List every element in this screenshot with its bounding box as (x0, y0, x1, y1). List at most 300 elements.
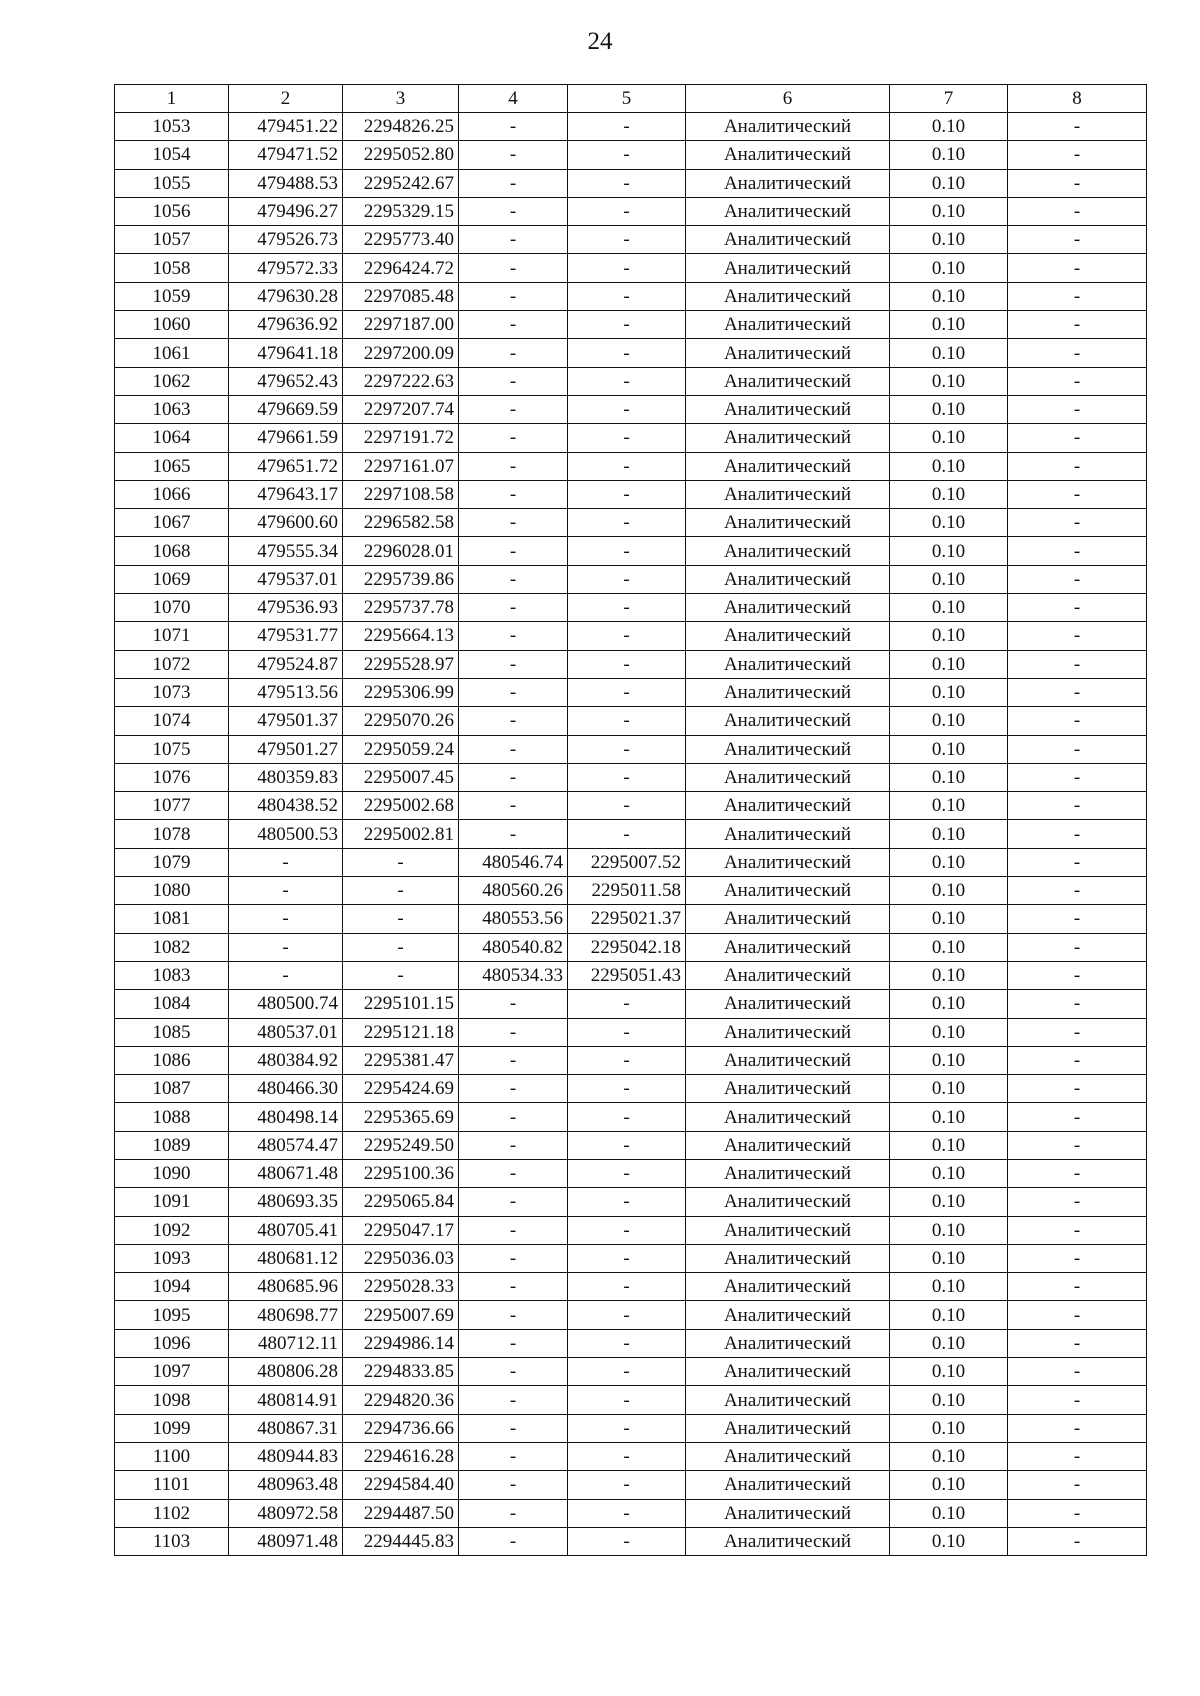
table-cell: 480963.48 (229, 1471, 343, 1499)
table-cell: 0.10 (890, 1131, 1008, 1159)
table-cell: 480438.52 (229, 792, 343, 820)
table-cell: 480705.41 (229, 1216, 343, 1244)
table-cell: 2295249.50 (343, 1131, 459, 1159)
table-cell: - (1008, 480, 1147, 508)
table-row (115, 254, 1147, 282)
table-cell: - (1008, 650, 1147, 678)
table-cell: 479451.22 (229, 113, 343, 141)
table-cell: 479641.18 (229, 339, 343, 367)
table-cell: - (1008, 1216, 1147, 1244)
table-row (115, 1527, 1147, 1555)
table-cell: 1070 (115, 594, 229, 622)
table-row (115, 650, 1147, 678)
table-cell: 1068 (115, 537, 229, 565)
table-cell: 2295739.86 (343, 565, 459, 593)
table-cell: - (1008, 961, 1147, 989)
table-cell: 479488.53 (229, 169, 343, 197)
table-cell: 1072 (115, 650, 229, 678)
table-cell: 1095 (115, 1301, 229, 1329)
table-cell: - (459, 707, 568, 735)
table-cell: - (459, 650, 568, 678)
table-cell: Аналитический (686, 1131, 890, 1159)
table-cell: 2297191.72 (343, 424, 459, 452)
table-cell: 479555.34 (229, 537, 343, 565)
table-cell: Аналитический (686, 113, 890, 141)
table-cell: - (459, 1527, 568, 1555)
table-cell: 1082 (115, 933, 229, 961)
table-cell: 479537.01 (229, 565, 343, 593)
table-cell: - (459, 311, 568, 339)
table-cell: - (459, 1499, 568, 1527)
table-cell: - (568, 169, 686, 197)
table-cell: 479636.92 (229, 311, 343, 339)
table-row (115, 1075, 1147, 1103)
table-cell: - (1008, 1414, 1147, 1442)
table-cell: 479643.17 (229, 480, 343, 508)
table-cell: - (568, 735, 686, 763)
table-cell: 0.10 (890, 1358, 1008, 1386)
table-cell: - (459, 226, 568, 254)
table-cell: Аналитический (686, 622, 890, 650)
table-cell: - (459, 1018, 568, 1046)
table-cell: 480540.82 (459, 933, 568, 961)
table-row (115, 1131, 1147, 1159)
table-cell: - (459, 735, 568, 763)
table-row (115, 141, 1147, 169)
table-cell: - (1008, 452, 1147, 480)
table-cell: - (568, 650, 686, 678)
table-cell: - (459, 1244, 568, 1272)
table-cell: 479652.43 (229, 367, 343, 395)
table-cell: 0.10 (890, 197, 1008, 225)
table-row (115, 480, 1147, 508)
table-cell: Аналитический (686, 594, 890, 622)
table-cell: - (1008, 424, 1147, 452)
table-cell: - (568, 1103, 686, 1131)
table-row (115, 1499, 1147, 1527)
table-row (115, 1301, 1147, 1329)
table-cell: 480712.11 (229, 1329, 343, 1357)
table-cell: 2295007.45 (343, 763, 459, 791)
table-cell: - (568, 1414, 686, 1442)
table-cell: 1086 (115, 1046, 229, 1074)
table-cell: 2294487.50 (343, 1499, 459, 1527)
table-row (115, 1244, 1147, 1272)
table-cell: - (1008, 1499, 1147, 1527)
table-cell: 0.10 (890, 735, 1008, 763)
table-row (115, 1386, 1147, 1414)
table-cell: 0.10 (890, 1188, 1008, 1216)
column-header: 5 (568, 85, 686, 113)
table-cell: - (1008, 1386, 1147, 1414)
table-cell: - (459, 282, 568, 310)
table-cell: - (568, 141, 686, 169)
table-row (115, 933, 1147, 961)
table-row (115, 622, 1147, 650)
table-cell: 2295100.36 (343, 1159, 459, 1187)
table-cell: 2296582.58 (343, 509, 459, 537)
table-cell: 480698.77 (229, 1301, 343, 1329)
table-cell: 1097 (115, 1358, 229, 1386)
table-cell: Аналитический (686, 1499, 890, 1527)
table-cell: 0.10 (890, 961, 1008, 989)
table-cell: 2296424.72 (343, 254, 459, 282)
table-cell: - (1008, 792, 1147, 820)
table-row (115, 1103, 1147, 1131)
table-cell: - (343, 877, 459, 905)
table-cell: - (568, 311, 686, 339)
column-header: 2 (229, 85, 343, 113)
table-cell: Аналитический (686, 763, 890, 791)
table-cell: - (1008, 339, 1147, 367)
table-cell: 0.10 (890, 1471, 1008, 1499)
table-row (115, 452, 1147, 480)
table-cell: Аналитический (686, 395, 890, 423)
table-cell: Аналитический (686, 961, 890, 989)
table-cell: - (459, 452, 568, 480)
table-cell: 0.10 (890, 1442, 1008, 1470)
table-cell: - (1008, 197, 1147, 225)
column-header: 7 (890, 85, 1008, 113)
table-cell: - (343, 933, 459, 961)
table-cell: 1060 (115, 311, 229, 339)
table-cell: 1092 (115, 1216, 229, 1244)
table-cell: 2295059.24 (343, 735, 459, 763)
table-cell: 2294584.40 (343, 1471, 459, 1499)
table-cell: 0.10 (890, 424, 1008, 452)
table-cell: 2295042.18 (568, 933, 686, 961)
table-cell: 480944.83 (229, 1442, 343, 1470)
table-cell: - (568, 820, 686, 848)
table-cell: 0.10 (890, 565, 1008, 593)
table-row (115, 848, 1147, 876)
table-cell: 2295242.67 (343, 169, 459, 197)
table-cell: 2295007.69 (343, 1301, 459, 1329)
table-cell: - (1008, 141, 1147, 169)
table-cell: - (1008, 678, 1147, 706)
coordinates-table (114, 84, 1147, 1556)
table-cell: 0.10 (890, 905, 1008, 933)
table-cell: - (568, 509, 686, 537)
table-cell: 0.10 (890, 1273, 1008, 1301)
table-cell: Аналитический (686, 226, 890, 254)
table-cell: 480574.47 (229, 1131, 343, 1159)
table-cell: - (568, 1358, 686, 1386)
table-cell: 0.10 (890, 678, 1008, 706)
table-cell: 0.10 (890, 1527, 1008, 1555)
table-cell: 1075 (115, 735, 229, 763)
table-cell: - (568, 254, 686, 282)
table-cell: Аналитический (686, 848, 890, 876)
table-cell: Аналитический (686, 1075, 890, 1103)
table-row (115, 1358, 1147, 1386)
table-cell: - (1008, 1103, 1147, 1131)
table-cell: - (459, 1131, 568, 1159)
table-cell: 480500.53 (229, 820, 343, 848)
table-cell: 480814.91 (229, 1386, 343, 1414)
table-cell: 2295065.84 (343, 1188, 459, 1216)
table-cell: 1078 (115, 820, 229, 848)
table-cell: - (459, 1414, 568, 1442)
table-cell: Аналитический (686, 141, 890, 169)
table-cell: 1076 (115, 763, 229, 791)
table-cell: 1094 (115, 1273, 229, 1301)
table-cell: - (459, 1075, 568, 1103)
table-cell: Аналитический (686, 565, 890, 593)
table-cell: 1053 (115, 113, 229, 141)
table-cell: 2297222.63 (343, 367, 459, 395)
table-body (115, 113, 1147, 1556)
table-cell: 480971.48 (229, 1527, 343, 1555)
table-cell: - (459, 1442, 568, 1470)
table-cell: - (459, 990, 568, 1018)
table-cell: 1077 (115, 792, 229, 820)
table-cell: - (1008, 509, 1147, 537)
table-cell: Аналитический (686, 282, 890, 310)
table-cell: - (459, 594, 568, 622)
table-cell: 2295424.69 (343, 1075, 459, 1103)
table-cell: - (1008, 622, 1147, 650)
table-cell: - (568, 1244, 686, 1272)
table-cell: 2297200.09 (343, 339, 459, 367)
table-cell: 1096 (115, 1329, 229, 1357)
table-cell: 0.10 (890, 311, 1008, 339)
table-cell: - (459, 197, 568, 225)
table-row (115, 763, 1147, 791)
table-cell: - (459, 480, 568, 508)
table-cell: - (459, 820, 568, 848)
table-cell: - (229, 877, 343, 905)
table-cell: 0.10 (890, 480, 1008, 508)
table-cell: - (459, 509, 568, 537)
table-row (115, 1414, 1147, 1442)
table-cell: - (568, 1499, 686, 1527)
table-cell: 1103 (115, 1527, 229, 1555)
table-cell: Аналитический (686, 1329, 890, 1357)
table-cell: - (1008, 1273, 1147, 1301)
table-cell: - (459, 678, 568, 706)
table-cell: 0.10 (890, 1301, 1008, 1329)
table-cell: 480553.56 (459, 905, 568, 933)
table-cell: 479669.59 (229, 395, 343, 423)
table-cell: - (459, 395, 568, 423)
table-cell: 0.10 (890, 990, 1008, 1018)
table-cell: - (229, 961, 343, 989)
table-cell: - (459, 565, 568, 593)
table-cell: 2294445.83 (343, 1527, 459, 1555)
table-cell: 2295528.97 (343, 650, 459, 678)
table-cell: 2294826.25 (343, 113, 459, 141)
table-cell: - (229, 848, 343, 876)
table-cell: 1091 (115, 1188, 229, 1216)
table-cell: - (459, 339, 568, 367)
table-cell: Аналитический (686, 367, 890, 395)
table-cell: 479526.73 (229, 226, 343, 254)
table-cell: 1088 (115, 1103, 229, 1131)
table-cell: Аналитический (686, 197, 890, 225)
table-cell: 479531.77 (229, 622, 343, 650)
table-cell: - (568, 452, 686, 480)
table-cell: - (568, 1527, 686, 1555)
table-cell: Аналитический (686, 1301, 890, 1329)
table-row (115, 311, 1147, 339)
table-cell: 1061 (115, 339, 229, 367)
table-cell: Аналитический (686, 480, 890, 508)
table-cell: - (1008, 395, 1147, 423)
table-cell: Аналитический (686, 1244, 890, 1272)
table-cell: 480806.28 (229, 1358, 343, 1386)
table-cell: 0.10 (890, 395, 1008, 423)
table-cell: - (459, 763, 568, 791)
table-cell: 480466.30 (229, 1075, 343, 1103)
table-cell: - (1008, 905, 1147, 933)
table-cell: Аналитический (686, 678, 890, 706)
table-cell: 480359.83 (229, 763, 343, 791)
table-cell: - (1008, 367, 1147, 395)
table-cell: - (459, 1471, 568, 1499)
table-cell: - (568, 197, 686, 225)
table-cell: 0.10 (890, 1499, 1008, 1527)
table-cell: 2295121.18 (343, 1018, 459, 1046)
table-cell: - (568, 1273, 686, 1301)
table-cell: - (568, 707, 686, 735)
table-cell: - (568, 1159, 686, 1187)
table-cell: - (1008, 113, 1147, 141)
table-cell: - (1008, 1442, 1147, 1470)
table-cell: - (459, 367, 568, 395)
table-cell: - (1008, 735, 1147, 763)
table-cell: 2295011.58 (568, 877, 686, 905)
table-row (115, 367, 1147, 395)
column-header: 4 (459, 85, 568, 113)
table-row (115, 1471, 1147, 1499)
table-row (115, 113, 1147, 141)
table-cell: 1071 (115, 622, 229, 650)
table-cell: Аналитический (686, 707, 890, 735)
table-cell: 0.10 (890, 537, 1008, 565)
table-cell: 1054 (115, 141, 229, 169)
table-cell: 1066 (115, 480, 229, 508)
table-cell: Аналитический (686, 169, 890, 197)
table-cell: 1083 (115, 961, 229, 989)
table-cell: - (1008, 1329, 1147, 1357)
table-cell: Аналитический (686, 509, 890, 537)
table-cell: 480681.12 (229, 1244, 343, 1272)
table-row (115, 961, 1147, 989)
table-cell: Аналитический (686, 905, 890, 933)
table-cell: 1087 (115, 1075, 229, 1103)
table-cell: Аналитический (686, 650, 890, 678)
table-cell: - (459, 1358, 568, 1386)
table-cell: - (1008, 933, 1147, 961)
table-row (115, 509, 1147, 537)
table-row (115, 905, 1147, 933)
table-row (115, 1442, 1147, 1470)
header-row (115, 85, 1147, 113)
table-cell: 479651.72 (229, 452, 343, 480)
table-cell: - (1008, 1018, 1147, 1046)
table-cell: 480537.01 (229, 1018, 343, 1046)
table-row (115, 594, 1147, 622)
table-row (115, 1273, 1147, 1301)
table-cell: Аналитический (686, 1159, 890, 1187)
table-cell: 2295070.26 (343, 707, 459, 735)
table-cell: 1090 (115, 1159, 229, 1187)
table-cell: - (229, 933, 343, 961)
table-cell: 2297108.58 (343, 480, 459, 508)
table-cell: 0.10 (890, 452, 1008, 480)
table-cell: - (459, 1046, 568, 1074)
column-header: 3 (343, 85, 459, 113)
table-cell: 1081 (115, 905, 229, 933)
table-cell: 0.10 (890, 1244, 1008, 1272)
table-cell: - (1008, 1131, 1147, 1159)
table-cell: - (1008, 848, 1147, 876)
table-cell: - (459, 622, 568, 650)
table-cell: - (568, 395, 686, 423)
table-row (115, 1216, 1147, 1244)
table-cell: Аналитический (686, 424, 890, 452)
table-row (115, 820, 1147, 848)
table-cell: 480560.26 (459, 877, 568, 905)
table-cell: 2294616.28 (343, 1442, 459, 1470)
table-cell: 2297161.07 (343, 452, 459, 480)
table-cell: 2297085.48 (343, 282, 459, 310)
table-cell: - (568, 594, 686, 622)
table-cell: 0.10 (890, 792, 1008, 820)
table-cell: 0.10 (890, 622, 1008, 650)
table-cell: 480867.31 (229, 1414, 343, 1442)
table-cell: - (1008, 820, 1147, 848)
table-cell: - (568, 565, 686, 593)
table-cell: 2295101.15 (343, 990, 459, 1018)
table-cell: 479524.87 (229, 650, 343, 678)
table-cell: Аналитический (686, 452, 890, 480)
table-cell: 1079 (115, 848, 229, 876)
table-cell: 2295028.33 (343, 1273, 459, 1301)
table-cell: 479630.28 (229, 282, 343, 310)
table-cell: 2295021.37 (568, 905, 686, 933)
table-cell: - (568, 1018, 686, 1046)
table-cell: - (568, 226, 686, 254)
table-cell: 2295306.99 (343, 678, 459, 706)
table-cell: 1101 (115, 1471, 229, 1499)
table-cell: 0.10 (890, 1103, 1008, 1131)
table-cell: - (1008, 594, 1147, 622)
table-cell: 1085 (115, 1018, 229, 1046)
table-cell: 1069 (115, 565, 229, 593)
table-cell: 2295002.81 (343, 820, 459, 848)
table-cell: 0.10 (890, 282, 1008, 310)
table-cell: 2295664.13 (343, 622, 459, 650)
table-row (115, 792, 1147, 820)
table-cell: - (568, 113, 686, 141)
table-cell: - (1008, 763, 1147, 791)
table-cell: 2294833.85 (343, 1358, 459, 1386)
table-cell: Аналитический (686, 537, 890, 565)
table-cell: Аналитический (686, 1188, 890, 1216)
table-cell: - (343, 905, 459, 933)
table-cell: 0.10 (890, 594, 1008, 622)
table-cell: Аналитический (686, 1527, 890, 1555)
table-cell: 2296028.01 (343, 537, 459, 565)
table-cell: Аналитический (686, 254, 890, 282)
table-cell: - (1008, 169, 1147, 197)
table-cell: - (343, 848, 459, 876)
table-cell: - (568, 1471, 686, 1499)
table-cell: Аналитический (686, 933, 890, 961)
table-cell: 1102 (115, 1499, 229, 1527)
